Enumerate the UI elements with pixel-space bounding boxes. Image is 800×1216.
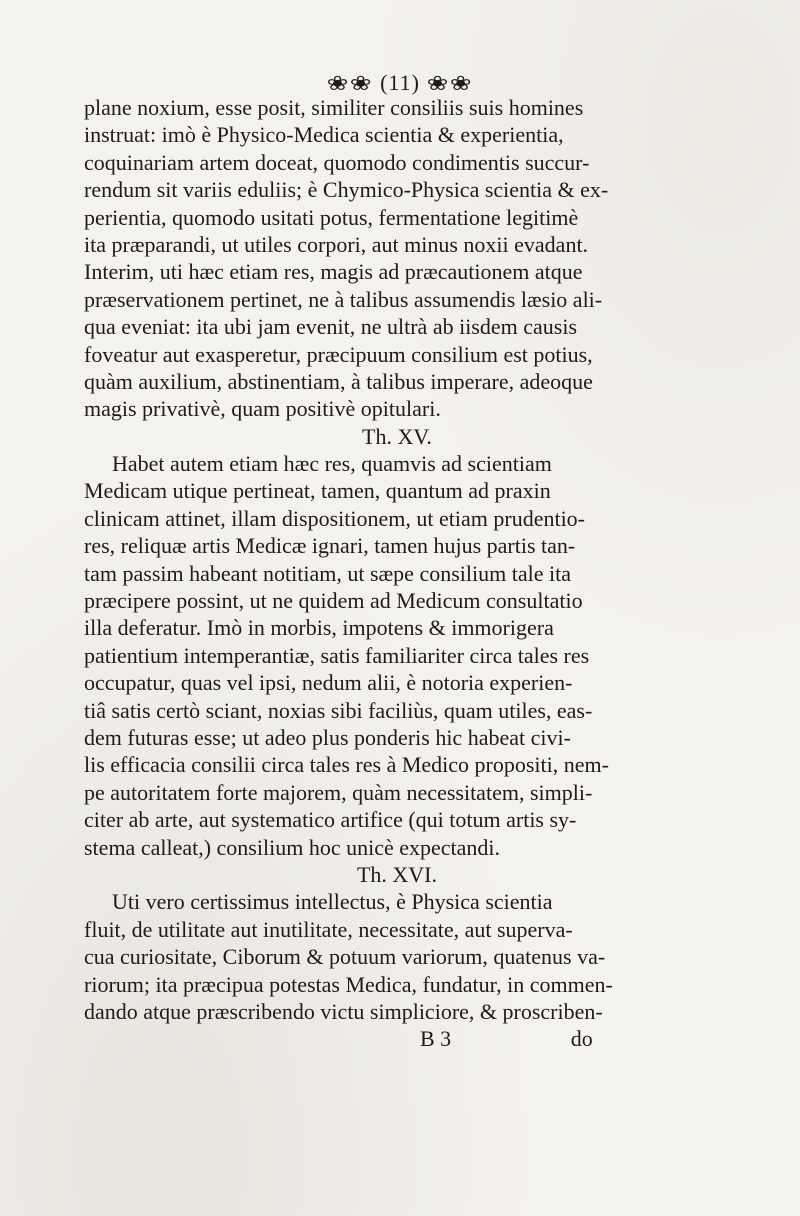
ornament-left-icon: ❀❀ [326,73,373,95]
text-line: patientium intemperantiæ, satis familiariter circa tales res [84,642,590,668]
section-heading: Th. XVI. [356,861,438,887]
text-line: stema calleat,) consilium hoc unicè expectandi. [84,834,501,860]
text-line: perientia, quomodo usitati potus, fermentatione legitimè [84,204,579,230]
body-text [84,94,770,1053]
text-line: cua curiositate, Ciborum & potuum variorum, quatenus va- [84,944,606,970]
text-line: res, reliquæ artis Medicæ ignari, tamen hujus partis tan- [84,533,576,559]
text-line: lis efficacia consilii circa tales res à Medico propositi, nem- [84,752,609,778]
text-line: foveatur aut exasperetur, præcipuum consilium est potius, [84,341,593,367]
text-line: instruat: imò è Physico-Medica scientia & experientia, [84,122,564,148]
text-line: rendum sit variis eduliis; è Chymico-Physica scientia & ex- [84,177,609,203]
text-line: Habet autem etiam hæc res, quamvis ad scientiam [112,451,552,477]
text-line: dem futuras esse; ut adeo plus ponderis hic habeat civi- [84,724,571,750]
text-line: tam passim habeant notitiam, ut sæpe consilium tale ita [84,560,571,586]
text-line: occupatur, quas vel ipsi, nedum alii, è notoria experien- [84,670,573,696]
signature-line [84,1025,770,1052]
signature-mark: B 3 [420,1026,452,1052]
section-heading: Th. XV. [362,423,432,449]
text-line: qua eveniat: ita ubi jam evenit, ne ultrà ab iisdem causis [84,314,578,340]
text-line: præservationem pertinet, ne à talibus assumendis læsio ali- [84,286,603,312]
text-line: magis privativè, quam positivè opitulari. [84,396,441,422]
text-line: Uti vero certissimus intellectus, è Physica scientia [112,889,553,915]
text-line: dando atque præscribendo victu simpliciore, & proscriben- [84,998,603,1024]
page-number: (11) [380,70,420,95]
text-line: fluit, de utilitate aut inutilitate, necessitate, aut superva- [84,916,573,942]
text-line: tiâ satis certò sciant, noxias sibi faciliùs, quam utiles, eas- [84,697,593,723]
catchword: do [570,1026,593,1052]
text-line: Interim, uti hæc etiam res, magis ad præcautionem atque [84,259,583,285]
text-line: citer ab arte, aut systematico artifice (qui totum artis sy- [84,807,577,833]
text-line: præcipere possint, ut ne quidem ad Medicum consultatio [84,588,583,614]
text-line: plane noxium, esse posit, similiter consiliis suis homines [84,95,584,120]
text-line: ita præparandi, ut utiles corpori, aut minus noxii evadant. [84,231,589,257]
text-line: illa deferatur. Imò in morbis, impotens & immorigera [84,615,554,641]
page-header [0,70,800,96]
text-line: clinicam attinet, illam dispositionem, ut etiam prudentio- [84,505,586,531]
ornament-right-icon: ❀❀ [427,73,474,95]
text-line: Medicam utique pertineat, tamen, quantum ad praxin [84,478,551,504]
text-line: pe autoritatem forte majorem, quàm necessitatem, simpli- [84,779,593,805]
text-line: riorum; ita præcipua potestas Medica, fundatur, in commen- [84,971,613,997]
text-line: coquinariam artem doceat, quomodo condimentis succur- [84,149,590,175]
text-line: quàm auxilium, abstinentiam, à talibus imperare, adeoque [84,368,593,394]
